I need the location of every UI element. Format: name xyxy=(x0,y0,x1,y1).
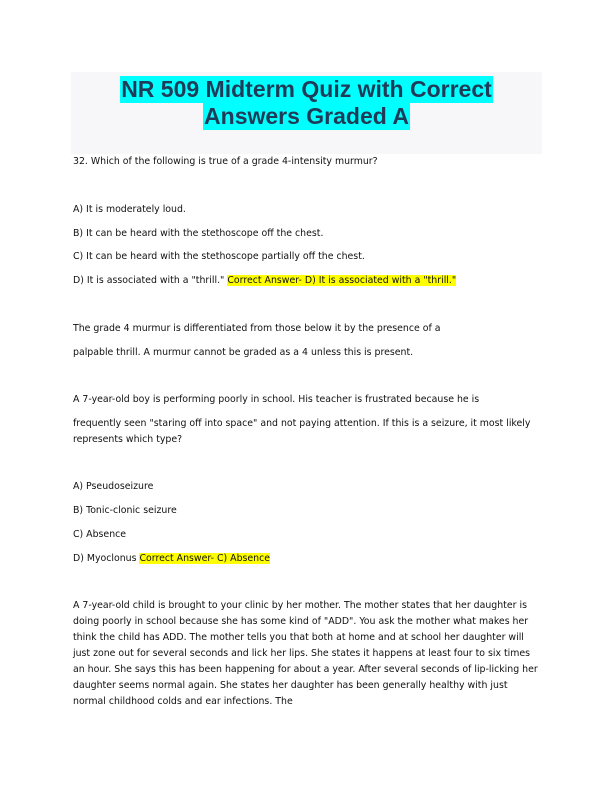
title-line-2: Answers Graded A xyxy=(204,103,409,129)
q32-option-d-line xyxy=(73,273,543,289)
q2-option-d: D) Myoclonus xyxy=(73,553,137,564)
q2-option-c: C) Absence xyxy=(73,529,127,540)
q2-option-d-line xyxy=(73,551,543,567)
q32-option-a: A) It is moderately loud. xyxy=(73,204,186,215)
q32-option-c: C) It can be heard with the stethoscope partially off the chest. xyxy=(73,251,365,262)
q2-option-b: B) Tonic-clonic seizure xyxy=(73,505,177,516)
q2-option-a: A) Pseudoseizure xyxy=(73,481,154,492)
document-title xyxy=(71,72,542,154)
q32-option-d: D) It is associated with a "thrill." xyxy=(73,275,225,286)
question-32: 32. Which of the following is true of a grade 4-intensity murmur? xyxy=(73,156,378,167)
q32-correct-answer: Correct Answer- D) It is associated with a "thrill." xyxy=(227,275,457,286)
q32-explanation-1: The grade 4 murmur is differentiated from those below it by the presence of a xyxy=(73,323,441,334)
q2-question-line-1: A 7-year-old boy is performing poorly in school. His teacher is frustrated because he is xyxy=(73,394,480,405)
q2-correct-answer: Correct Answer- C) Absence xyxy=(139,553,271,564)
q2-question-line-2: frequently seen "staring off into space" and not paying attention. If this is a seizure, it most likely represents which type? xyxy=(73,418,531,445)
q3-paragraph: A 7-year-old child is brought to your clinic by her mother. The mother states that her daughter is doing poorly in school because she has some kind of "ADD". You ask the mother what makes her think the child has ADD. The mother tells you that both at home and at school her daughter will just zone out for several seconds and lick her lips. She states it happens at least four to six times an hour. She says this has been happening for about a year. After several seconds of lip-licking her daughter seems normal again. She states her daughter has been generally healthy with just normal childhood colds and ear infections. The xyxy=(73,600,538,707)
q32-option-b: B) It can be heard with the stethoscope off the chest. xyxy=(73,228,324,239)
title-line-1: NR 509 Midterm Quiz with Correct xyxy=(121,76,492,102)
q32-explanation-2: palpable thrill. A murmur cannot be graded as a 4 unless this is present. xyxy=(73,347,414,358)
